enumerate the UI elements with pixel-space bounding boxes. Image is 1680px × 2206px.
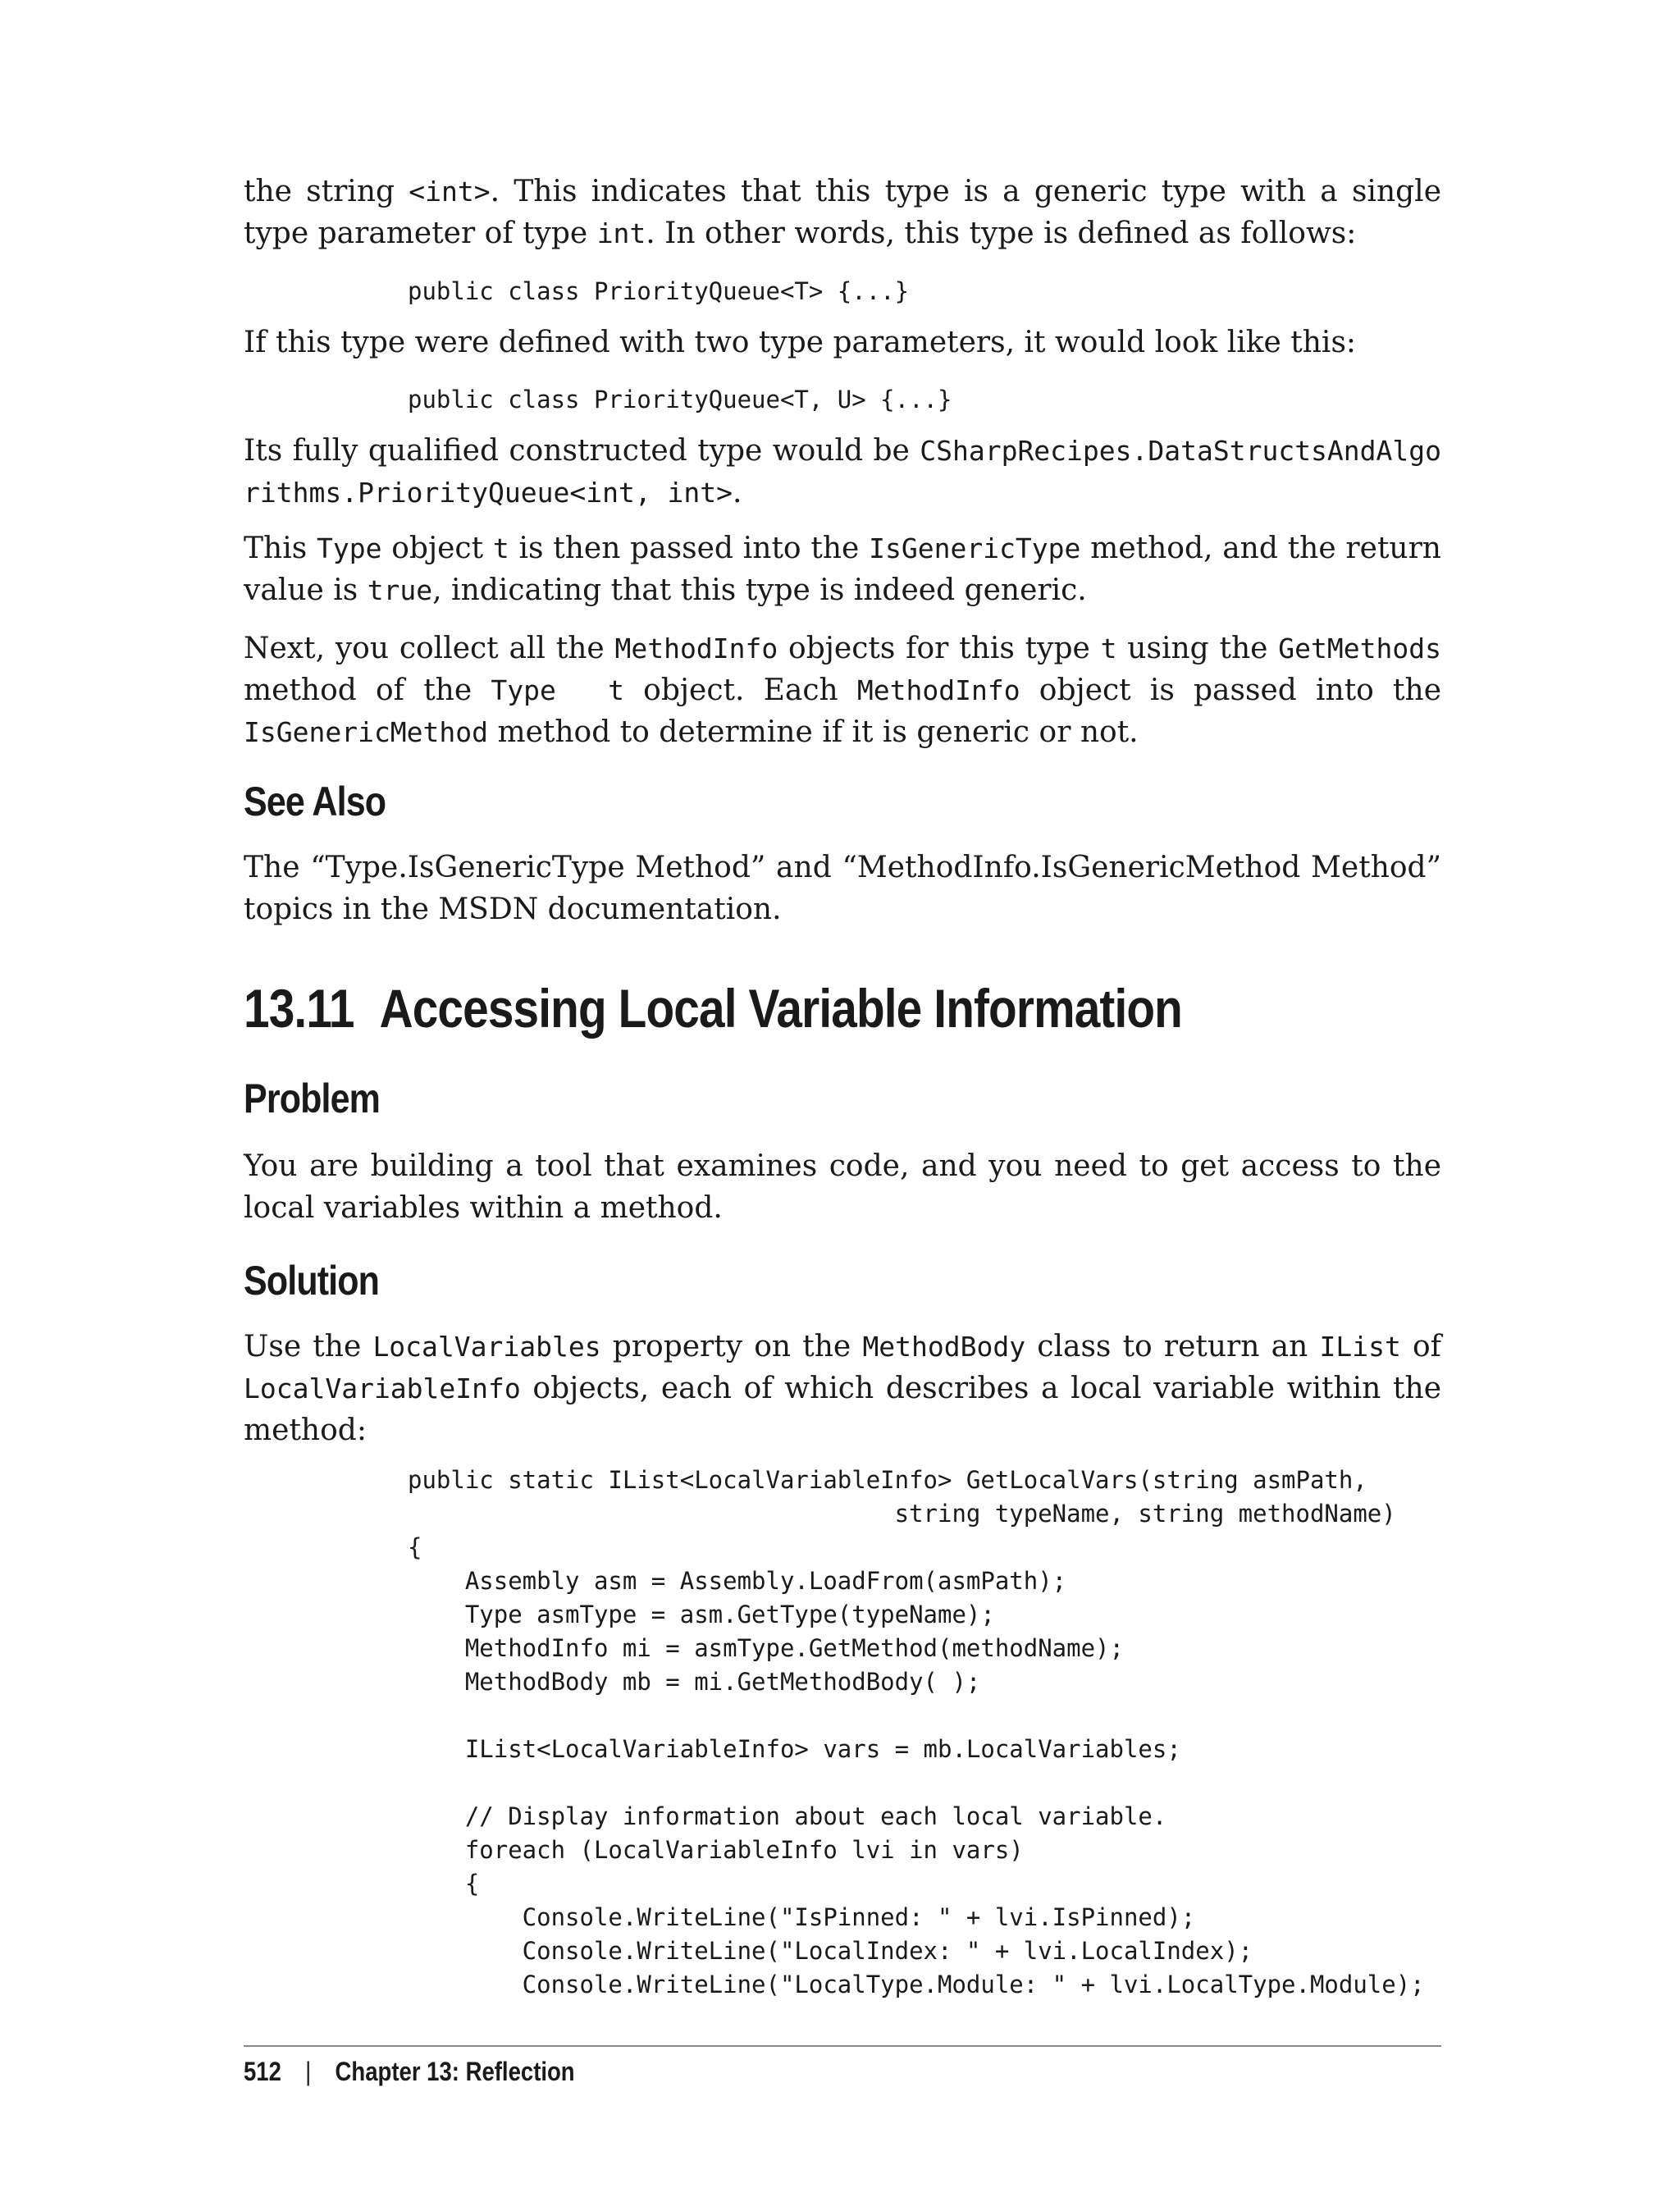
footer-divider — [244, 2045, 1441, 2047]
solution-code-block — [244, 1464, 1441, 2002]
inline-code: int — [596, 217, 646, 249]
inline-code: LocalVariableInfo — [244, 1372, 521, 1404]
inline-code: MethodBody — [862, 1331, 1026, 1363]
text: Its fully qualified constructed type would be — [244, 434, 920, 468]
code-line: public class PriorityQueue<T, U> {...} — [408, 386, 952, 413]
text: Use the — [244, 1330, 373, 1363]
chapter-title: Chapter 13: Reflection — [335, 2057, 575, 2086]
text: Next, you collect all the — [244, 632, 615, 665]
inline-code: true — [367, 574, 433, 606]
code-block-2 — [244, 383, 1441, 417]
code-listing: public static IList<LocalVariableInfo> GetLocalVars(string asmPath, string typeName, string methodName) { Assembly asm = Assembly.LoadFrom(asmPath); Type asmType = asm.GetType(typeName); MethodInfo mi = asmType.GetMethod(methodName); MethodBody mb = mi.GetMethodBody( ); IList<LocalVariableInfo> vars = mb.LocalVariables; // Display information about each local variable. foreach (LocalVariableInfo lvi in vars) { Console.WriteLine("IsPinned: " + lvi.IsPinned); Console.WriteLine("LocalIndex: " + lvi.LocalIndex); Console.WriteLine("LocalType.Module: " + lvi.LocalType.Module); — [408, 1466, 1425, 1998]
section-heading — [244, 977, 1274, 1039]
intro-paragraph-3 — [244, 430, 1441, 514]
text: of — [1400, 1330, 1441, 1363]
text: The “Type.IsGenericType Method” and “MethodInfo.IsGenericMethod Method” topics in the MSDN documentation. — [244, 851, 1441, 926]
text: method, and the return value is — [244, 532, 1441, 607]
text: If this type were defined with two type parameters, it would look like this: — [244, 326, 1357, 359]
inline-code: MethodInfo — [856, 674, 1020, 706]
text: using the — [1116, 632, 1279, 665]
text: You are building a tool that examines code, and you need to get access to the local variables within a method. — [244, 1149, 1441, 1225]
text: This — [244, 532, 317, 565]
text: object is passed into the — [1020, 674, 1442, 707]
text: . In other words, this type is defined as follows: — [646, 217, 1357, 250]
intro-paragraph-1 — [244, 171, 1441, 254]
text: property on the — [600, 1330, 863, 1363]
footer-separator: | — [305, 2057, 312, 2086]
text: method of the — [244, 674, 491, 707]
inline-code: IList — [1319, 1331, 1401, 1363]
inline-code: CSharpRecipes.DataStructsAndAlgorithms.PriorityQueue<int, int> — [244, 435, 1441, 509]
page-number: 512 — [244, 2057, 281, 2086]
section-number: 13.11 — [244, 978, 354, 1039]
inline-code: t — [1100, 633, 1117, 665]
intro-paragraph-2 — [244, 322, 1441, 363]
page-footer — [244, 2051, 575, 2092]
section-heading-block — [244, 977, 1441, 1039]
inline-code: IsGenericType — [869, 532, 1081, 564]
inline-code: LocalVariables — [372, 1331, 601, 1363]
text: class to return an — [1025, 1330, 1320, 1363]
inline-code: t — [492, 532, 509, 564]
text: is then passed into the — [509, 532, 870, 565]
text: object — [381, 532, 493, 565]
text: method to determine if it is generic or not. — [488, 715, 1139, 749]
see-also-heading: See Also — [244, 779, 386, 824]
text: . This indicates that this type is a generic type with a single type parameter of type — [244, 175, 1441, 250]
inline-code: <int> — [409, 176, 491, 208]
inline-code: Type t — [491, 674, 624, 706]
intro-paragraph-5 — [244, 628, 1441, 753]
text: . — [733, 476, 742, 509]
code-block-1 — [244, 275, 1441, 308]
problem-heading: Problem — [244, 1076, 381, 1121]
problem-paragraph — [244, 1145, 1441, 1229]
text: the string — [244, 175, 409, 208]
section-title: Accessing Local Variable Information — [379, 978, 1183, 1039]
solution-paragraph — [244, 1326, 1441, 1451]
text: object. Each — [623, 674, 857, 707]
text: , indicating that this type is indeed generic. — [432, 573, 1087, 607]
text: objects, each of which describes a local variable within the method: — [244, 1372, 1441, 1447]
intro-paragraph-4 — [244, 528, 1441, 611]
inline-code: Type — [316, 532, 382, 564]
solution-heading-block — [244, 1257, 1441, 1304]
see-also-paragraph — [244, 847, 1441, 930]
inline-code: MethodInfo — [614, 633, 778, 665]
see-also-heading-block — [244, 778, 1441, 825]
inline-code: GetMethods — [1278, 633, 1441, 665]
text: objects for this type — [778, 632, 1101, 665]
inline-code: IsGenericMethod — [244, 716, 489, 748]
solution-heading: Solution — [244, 1258, 380, 1304]
code-line: public class PriorityQueue<T> {...} — [408, 277, 910, 305]
problem-heading-block — [244, 1075, 1441, 1122]
